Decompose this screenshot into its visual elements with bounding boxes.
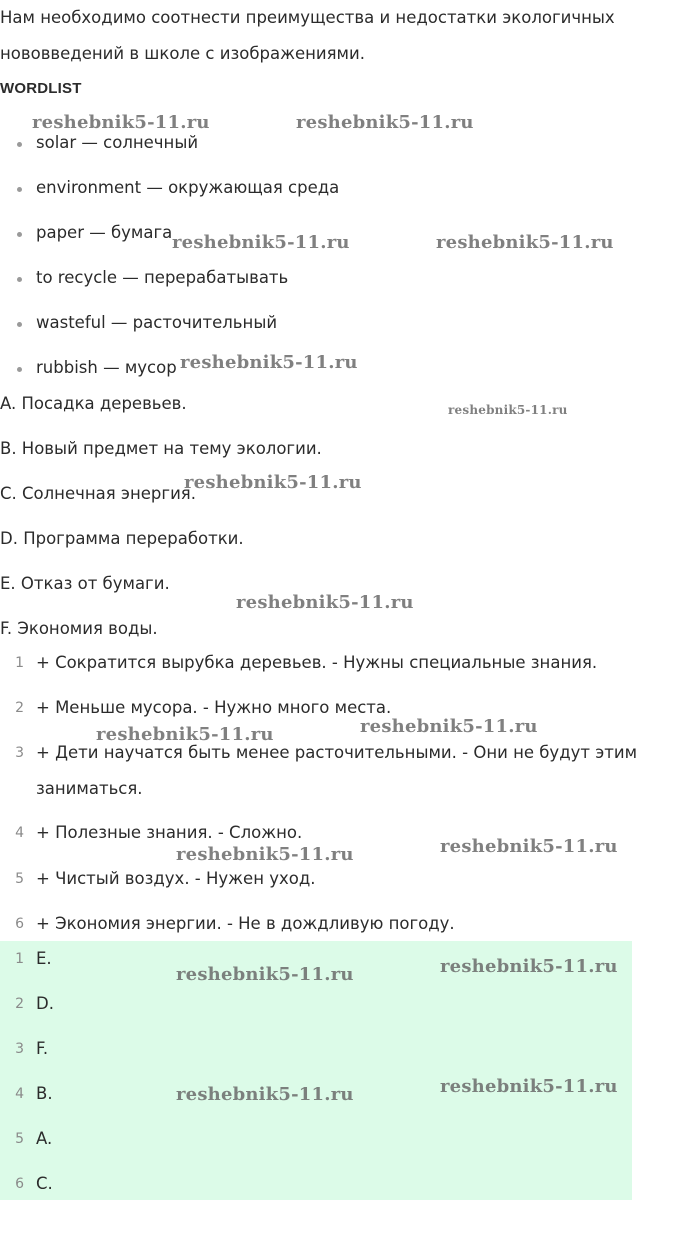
intro-line-1: Нам необходимо соотнести преимущества и недостатки экологичных — [0, 8, 615, 27]
answer-value: A. — [36, 1129, 53, 1148]
watermark: reshebnik5-11.ru — [448, 403, 568, 417]
wordlist-heading: WORDLIST — [0, 80, 82, 97]
picture-item-c: C. Солнечная энергия. — [0, 484, 196, 503]
intro-line-2: нововведений в школе с изображениями. — [0, 44, 365, 63]
bullet-icon — [17, 232, 22, 237]
watermark: reshebnik5-11.ru — [32, 112, 210, 133]
pros-cons-item: + Чистый воздух. - Нужен уход. — [36, 869, 316, 888]
list-number: 1 — [15, 655, 24, 671]
watermark: reshebnik5-11.ru — [172, 232, 350, 253]
list-number: 3 — [15, 745, 24, 761]
pros-cons-item: + Экономия энергии. - Не в дождливую погоду. — [36, 914, 455, 933]
picture-item-b: B. Новый предмет на тему экологии. — [0, 439, 322, 458]
watermark: reshebnik5-11.ru — [184, 472, 362, 493]
answer-value: E. — [36, 949, 52, 968]
pros-cons-item: + Дети научатся быть менее расточительными. - Они не будут этим — [36, 743, 638, 762]
pros-cons-item-continuation: заниматься. — [36, 779, 143, 798]
wordlist-item: environment — окружающая среда — [36, 178, 340, 197]
watermark: reshebnik5-11.ru — [180, 352, 358, 373]
bullet-icon — [17, 187, 22, 192]
watermark: reshebnik5-11.ru — [440, 956, 618, 977]
wordlist-item: wasteful — расточительный — [36, 313, 278, 332]
answer-number: 5 — [15, 1131, 24, 1147]
answer-number: 2 — [15, 996, 24, 1012]
wordlist-item: solar — солнечный — [36, 133, 199, 152]
answer-number: 4 — [15, 1086, 24, 1102]
watermark: reshebnik5-11.ru — [236, 592, 414, 613]
answer-value: B. — [36, 1084, 53, 1103]
wordlist-item: to recycle — перерабатывать — [36, 268, 289, 287]
bullet-icon — [17, 277, 22, 282]
list-number: 4 — [15, 825, 24, 841]
answer-value: C. — [36, 1174, 53, 1193]
answer-number: 3 — [15, 1041, 24, 1057]
bullet-icon — [17, 367, 22, 372]
watermark: reshebnik5-11.ru — [176, 844, 354, 865]
pros-cons-item: + Полезные знания. - Сложно. — [36, 823, 303, 842]
watermark: reshebnik5-11.ru — [176, 1084, 354, 1105]
answer-number: 1 — [15, 951, 24, 967]
picture-item-d: D. Программа переработки. — [0, 529, 244, 548]
list-number: 6 — [15, 916, 24, 932]
pros-cons-item: + Сократится вырубка деревьев. - Нужны специальные знания. — [36, 653, 598, 672]
watermark: reshebnik5-11.ru — [176, 964, 354, 985]
watermark: reshebnik5-11.ru — [436, 232, 614, 253]
picture-item-f: F. Экономия воды. — [0, 619, 158, 638]
watermark: reshebnik5-11.ru — [296, 112, 474, 133]
bullet-icon — [17, 142, 22, 147]
list-number: 2 — [15, 700, 24, 716]
wordlist-item: paper — бумага — [36, 223, 173, 242]
picture-item-a: A. Посадка деревьев. — [0, 394, 187, 413]
watermark: reshebnik5-11.ru — [440, 836, 618, 857]
wordlist-item: rubbish — мусор — [36, 358, 177, 377]
watermark: reshebnik5-11.ru — [360, 716, 538, 737]
list-number: 5 — [15, 871, 24, 887]
watermark: reshebnik5-11.ru — [96, 724, 274, 745]
answer-value: D. — [36, 994, 54, 1013]
answer-number: 6 — [15, 1176, 24, 1192]
bullet-icon — [17, 322, 22, 327]
pros-cons-item: + Меньше мусора. - Нужно много места. — [36, 698, 392, 717]
picture-item-e: E. Отказ от бумаги. — [0, 574, 170, 593]
answer-value: F. — [36, 1039, 49, 1058]
watermark: reshebnik5-11.ru — [440, 1076, 618, 1097]
